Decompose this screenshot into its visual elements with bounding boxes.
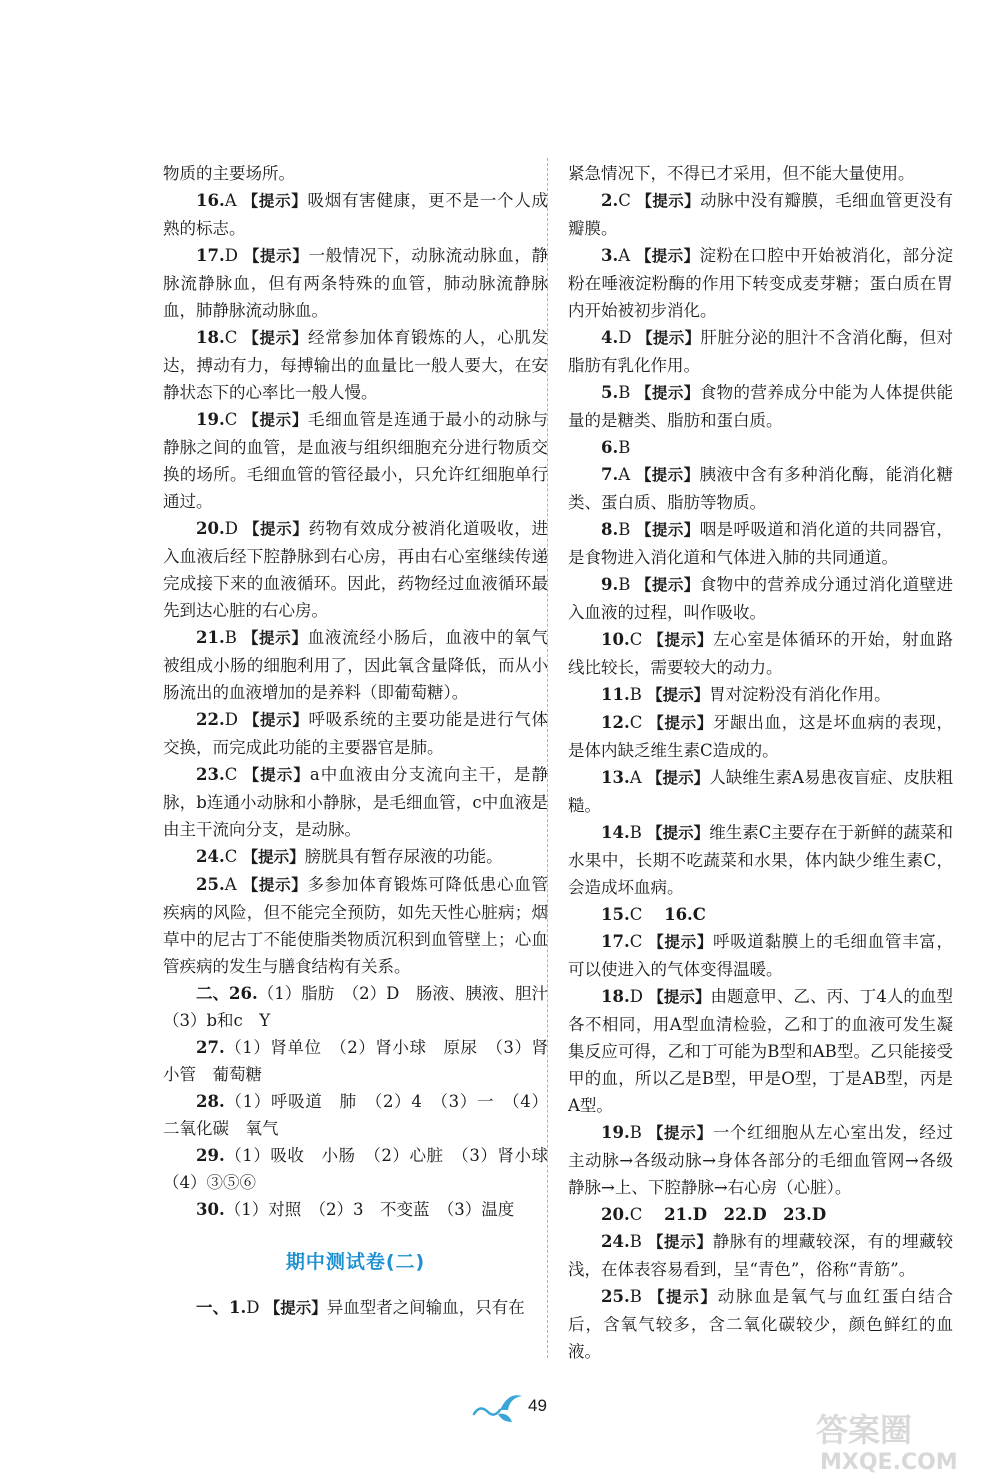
hint-label: 【提示】 [648,631,714,649]
answer-text: 呼吸道黏膜上的毛细血管丰富，可以使进入的气体变得温暖。 [568,932,953,979]
answer-letter: B [618,383,631,402]
hint-label: 【提示】 [243,411,309,429]
hint-label: 【提示】 [635,466,700,484]
answer-letter: C [629,713,643,732]
answer-letter: C [224,847,238,866]
answer-paragraph [163,1142,548,1196]
answer-text: 食物的营养成分中能为人体提供能量的是糖类、脂肪和蛋白质。 [568,383,953,430]
answer-paragraph [163,706,548,761]
question-number: 24. [196,847,225,866]
answer-letter: C [629,932,643,951]
answer-letter: B [618,520,631,539]
hint-label: 【提示】 [636,576,700,594]
hint-label: 【提示】 [648,933,714,951]
left-column [163,160,548,1322]
hint-label: 【提示】 [647,1124,713,1142]
answer-text: 毛细血管是连通于最小的动脉与静脉之间的血管，是血液与组织细胞充分进行物质交换的场所。毛细血管的管径最小，只允许红细胞单行通过。 [163,410,548,511]
hint-label: 【提示】 [647,686,710,704]
answer-letter: B [629,1123,642,1142]
answer-paragraph [568,764,953,819]
hint-label: 【提示】 [635,247,700,265]
answer-letter: C [224,328,238,347]
answer-paragraph [568,242,953,324]
answer-text: 吸烟有害健康，更不是一个人成熟的标志。 [163,191,549,238]
question-number: 3. [601,246,619,265]
answer-letter: D [629,987,643,1006]
answer-paragraph [568,516,953,571]
hint-label: 【提示】 [242,876,308,894]
answer-text: 血液流经小肠后，血液中的氧气被组成小肠的细胞利用了，因此氧含量降低，而从小肠流出的血液增加的是养料（即葡萄糖）。 [163,628,549,702]
question-number: 11. [601,685,630,704]
hint-label: 【提示】 [243,766,310,784]
answer-text: a中血液由分支流向主干，是静脉，b连通小动脉和小静脉，是毛细血管，c中血液是由主干流向分支，是动脉。 [163,765,548,839]
answer-paragraph [568,461,953,516]
answer-text: 胃对淀粉没有消化作用。 [709,685,891,704]
extra-answers: 16.C [664,905,706,924]
answer-letter: D [224,246,238,265]
answer-letter: A [629,768,642,787]
question-number: 25. [601,1287,630,1306]
hint-label: 【提示】 [242,848,305,866]
answer-text: 维生素C主要存在于新鲜的蔬菜和水果中，长期不吃蔬菜和水果，体内缺少维生素C，会造成坏血病。 [568,823,953,897]
answer-paragraph [568,901,953,928]
answer-text: 紧急情况下，不得已才采用，但不能大量使用。 [568,164,915,183]
answer-paragraph [568,1283,953,1365]
question-number: 27. [196,1038,225,1057]
answer-letter: C [629,905,643,924]
hint-label: 【提示】 [648,1288,718,1306]
answer-letter: D [224,710,238,729]
watermark-title: 答案圈 [816,1411,913,1449]
question-number: 二、26. [196,984,258,1003]
answer-letter: C [224,410,238,429]
answer-letter: A [224,191,237,210]
answer-text: 多参加体育锻炼可降低患心血管疾病的风险，但不能完全预防，如先天性心脏病；烟草中的尼古丁不能使脂类物质沉积到血管壁上；心血管疾病的发生与膳食结构有关系。 [163,875,549,976]
answer-paragraph [568,983,953,1119]
answer-text: 物质的主要场所。 [163,164,295,183]
answer-text: 胰液中含有多种消化酶，能消化糖类、蛋白质、脂肪等物质。 [568,465,953,512]
hint-label: 【提示】 [648,714,714,732]
answer-text: 咽是呼吸道和消化道的共同器官，是食物进入消化道和气体进入肺的共同通道。 [568,520,953,567]
answer-paragraph [568,709,953,764]
question-number: 13. [601,768,630,787]
answer-text: （1）对照 （2）3 不变蓝 （3）温度 [224,1200,515,1219]
question-number: 20. [196,519,225,538]
answer-letter: C [224,765,238,784]
answer-text: 静脉有的埋藏较深，有的埋藏较浅，在体表容易看到，呈“青色”，俗称“青筋”。 [568,1232,954,1279]
question-number: 18. [601,987,630,1006]
answer-text: 动脉血是氧气与血红蛋白结合后，含氧气较多，含二氧化碳较少，颜色鲜红的血液。 [568,1287,954,1361]
answer-letter: B [618,438,631,457]
question-number: 7. [601,465,619,484]
answer-letter: D [246,1298,260,1317]
question-number: 15. [601,905,630,924]
question-number: 一、1. [196,1298,247,1317]
hint-label: 【提示】 [264,1299,327,1317]
answer-paragraph [163,242,548,324]
section-title: 期中测试卷(二) [285,1251,426,1273]
column-divider [547,158,548,1358]
hint-label: 【提示】 [636,384,700,402]
question-number: 19. [196,410,225,429]
question-number: 16. [196,191,225,210]
answer-letter: B [618,575,631,594]
answer-paragraph [163,515,548,624]
answer-letter: D [224,519,238,538]
answer-text: 肝脏分泌的胆汁不含消化酶，但对脂肪有乳化作用。 [568,328,954,375]
answer-paragraph [163,980,548,1034]
answer-paragraph [163,324,548,406]
answer-text: 动脉中没有瓣膜，毛细血管更没有瓣膜。 [568,191,953,238]
answer-letter: C [629,630,643,649]
answer-letter: B [629,1287,642,1306]
hint-label: 【提示】 [243,329,309,347]
answer-letter: C [618,191,631,210]
hint-label: 【提示】 [647,1233,713,1251]
question-number: 29. [196,1146,225,1165]
question-number: 2. [601,191,619,210]
answer-text: 异血型者之间输血，只有在 [326,1298,525,1317]
answer-text: 人缺维生素A易患夜盲症、皮肤粗糙。 [568,768,953,815]
question-number: 18. [196,328,225,347]
answer-paragraph [568,571,953,626]
question-number: 10. [601,630,630,649]
question-number: 6. [601,438,619,457]
question-number: 14. [601,823,630,842]
answer-text: 药物有效成分被消化道吸收，进入血液后经下腔静脉到右心房，再由右心室继续传递完成接下来的血液循环。因此，药物经过血液循环最先到达心脏的右心房。 [163,519,548,620]
question-number: 28. [196,1092,225,1111]
hint-label: 【提示】 [242,192,308,210]
answer-paragraph [163,160,548,187]
answer-paragraph [568,187,953,242]
hint-label: 【提示】 [636,192,701,210]
answer-text: 呼吸系统的主要功能是进行气体交换，而完成此功能的主要器官是肺。 [163,710,548,757]
answer-paragraph [568,324,953,379]
answer-letter: B [224,628,237,647]
question-number: 5. [601,383,619,402]
wave-ornament-icon [468,1390,526,1426]
answer-paragraph [163,871,548,980]
hint-label: 【提示】 [243,711,309,729]
watermark-url: MXQE.COM [820,1450,958,1475]
answer-text: 食物中的营养成分通过消化道壁进入血液的过程，叫作吸收。 [568,575,953,622]
hint-label: 【提示】 [636,521,700,539]
answer-text: 膀胱具有暂存尿液的功能。 [304,847,503,866]
hint-label: 【提示】 [242,629,308,647]
question-number: 4. [601,328,619,347]
answer-paragraph [163,624,548,706]
hint-label: 【提示】 [646,769,710,787]
answer-text: 经常参加体育锻炼的人，心肌发达，搏动有力，每搏输出的血量比一般人要大，在安静状态下的心率比一般人慢。 [163,328,548,402]
question-number: 9. [601,575,619,594]
answer-text: 由题意甲、乙、丙、丁4人的血型各不相同，用A型血清检验，乙和丁的血液可发生凝集反应可得，乙和丁可能为B型和AB型。乙只能接受甲的血，所以乙是B型，甲是O型，丁是AB型，丙是A型。 [568,987,953,1115]
answer-paragraph [568,626,953,681]
hint-label: 【提示】 [648,988,711,1006]
answer-letter: B [629,1232,642,1251]
answer-paragraph [568,379,953,434]
answer-paragraph [568,160,953,187]
page-number: 49 [528,1396,547,1415]
question-number: 17. [601,932,630,951]
answer-letter: A [224,875,237,894]
answer-paragraph [568,1201,953,1228]
question-number: 21. [196,628,225,647]
answer-text: 一般情况下，动脉流动脉血，静脉流静脉血，但有两条特殊的血管，肺动脉流静脉血，肺静脉流动脉血。 [163,246,548,320]
answer-paragraph [163,187,548,242]
answer-paragraph [568,1228,953,1283]
hint-label: 【提示】 [243,247,309,265]
answer-text: 左心室是体循环的开始，射血路线比较长，需要较大的动力。 [568,630,953,677]
answer-letter: C [629,1205,643,1224]
answer-letter: B [629,823,642,842]
question-number: 22. [196,710,225,729]
question-number: 20. [601,1205,630,1224]
answer-text: （1）呼吸道 肺 （2）4 （3）一 （4）二氧化碳 氧气 [163,1092,548,1138]
answer-paragraph [163,1294,548,1322]
answer-paragraph [163,843,548,871]
hint-label: 【提示】 [647,824,710,842]
answer-paragraph [568,928,953,983]
question-number: 23. [196,765,225,784]
answer-paragraph [568,1119,953,1201]
question-number: 30. [196,1200,225,1219]
question-number: 25. [196,875,225,894]
answer-paragraph [163,761,548,843]
answer-letter: A [618,465,631,484]
answer-text: （1）脂肪 （2）D 肠液、胰液、胆汁（3）b和c Y [163,984,548,1030]
question-number: 24. [601,1232,630,1251]
answer-text: 牙龈出血，这是坏血病的表现，是体内缺乏维生素C造成的。 [568,713,953,760]
answer-paragraph [163,1034,548,1088]
answer-letter: B [629,685,642,704]
answer-text: 一个红细胞从左心室出发，经过主动脉→各级动脉→身体各部分的毛细血管网→各级静脉→上、下腔静脉→右心房（心脏）。 [568,1123,954,1197]
hint-label: 【提示】 [243,520,309,538]
answer-letter: A [618,246,631,265]
answer-paragraph [163,1088,548,1142]
answer-paragraph [568,819,953,901]
answer-paragraph [568,434,953,461]
question-number: 12. [601,713,630,732]
hint-label: 【提示】 [637,329,701,347]
question-number: 17. [196,246,225,265]
question-number: 8. [601,520,619,539]
answer-text: （1）吸收 小肠 （2）心脏 （3）肾小球（4）③⑤⑥ [163,1146,548,1192]
answer-letter: D [618,328,632,347]
question-number: 19. [601,1123,630,1142]
answer-text: （1）肾单位 （2）肾小球 原尿 （3）肾小管 葡萄糖 [163,1038,548,1084]
answer-paragraph [163,406,548,515]
watermark [808,1405,988,1475]
answer-text: 淀粉在口腔中开始被消化，部分淀粉在唾液淀粉酶的作用下转变成麦芽糖；蛋白质在胃内开始被初步消化。 [568,246,953,320]
right-column [568,160,953,1365]
answer-paragraph [568,681,953,709]
answer-paragraph [163,1196,548,1223]
extra-answers: 21.D 22.D 23.D [664,1205,827,1224]
